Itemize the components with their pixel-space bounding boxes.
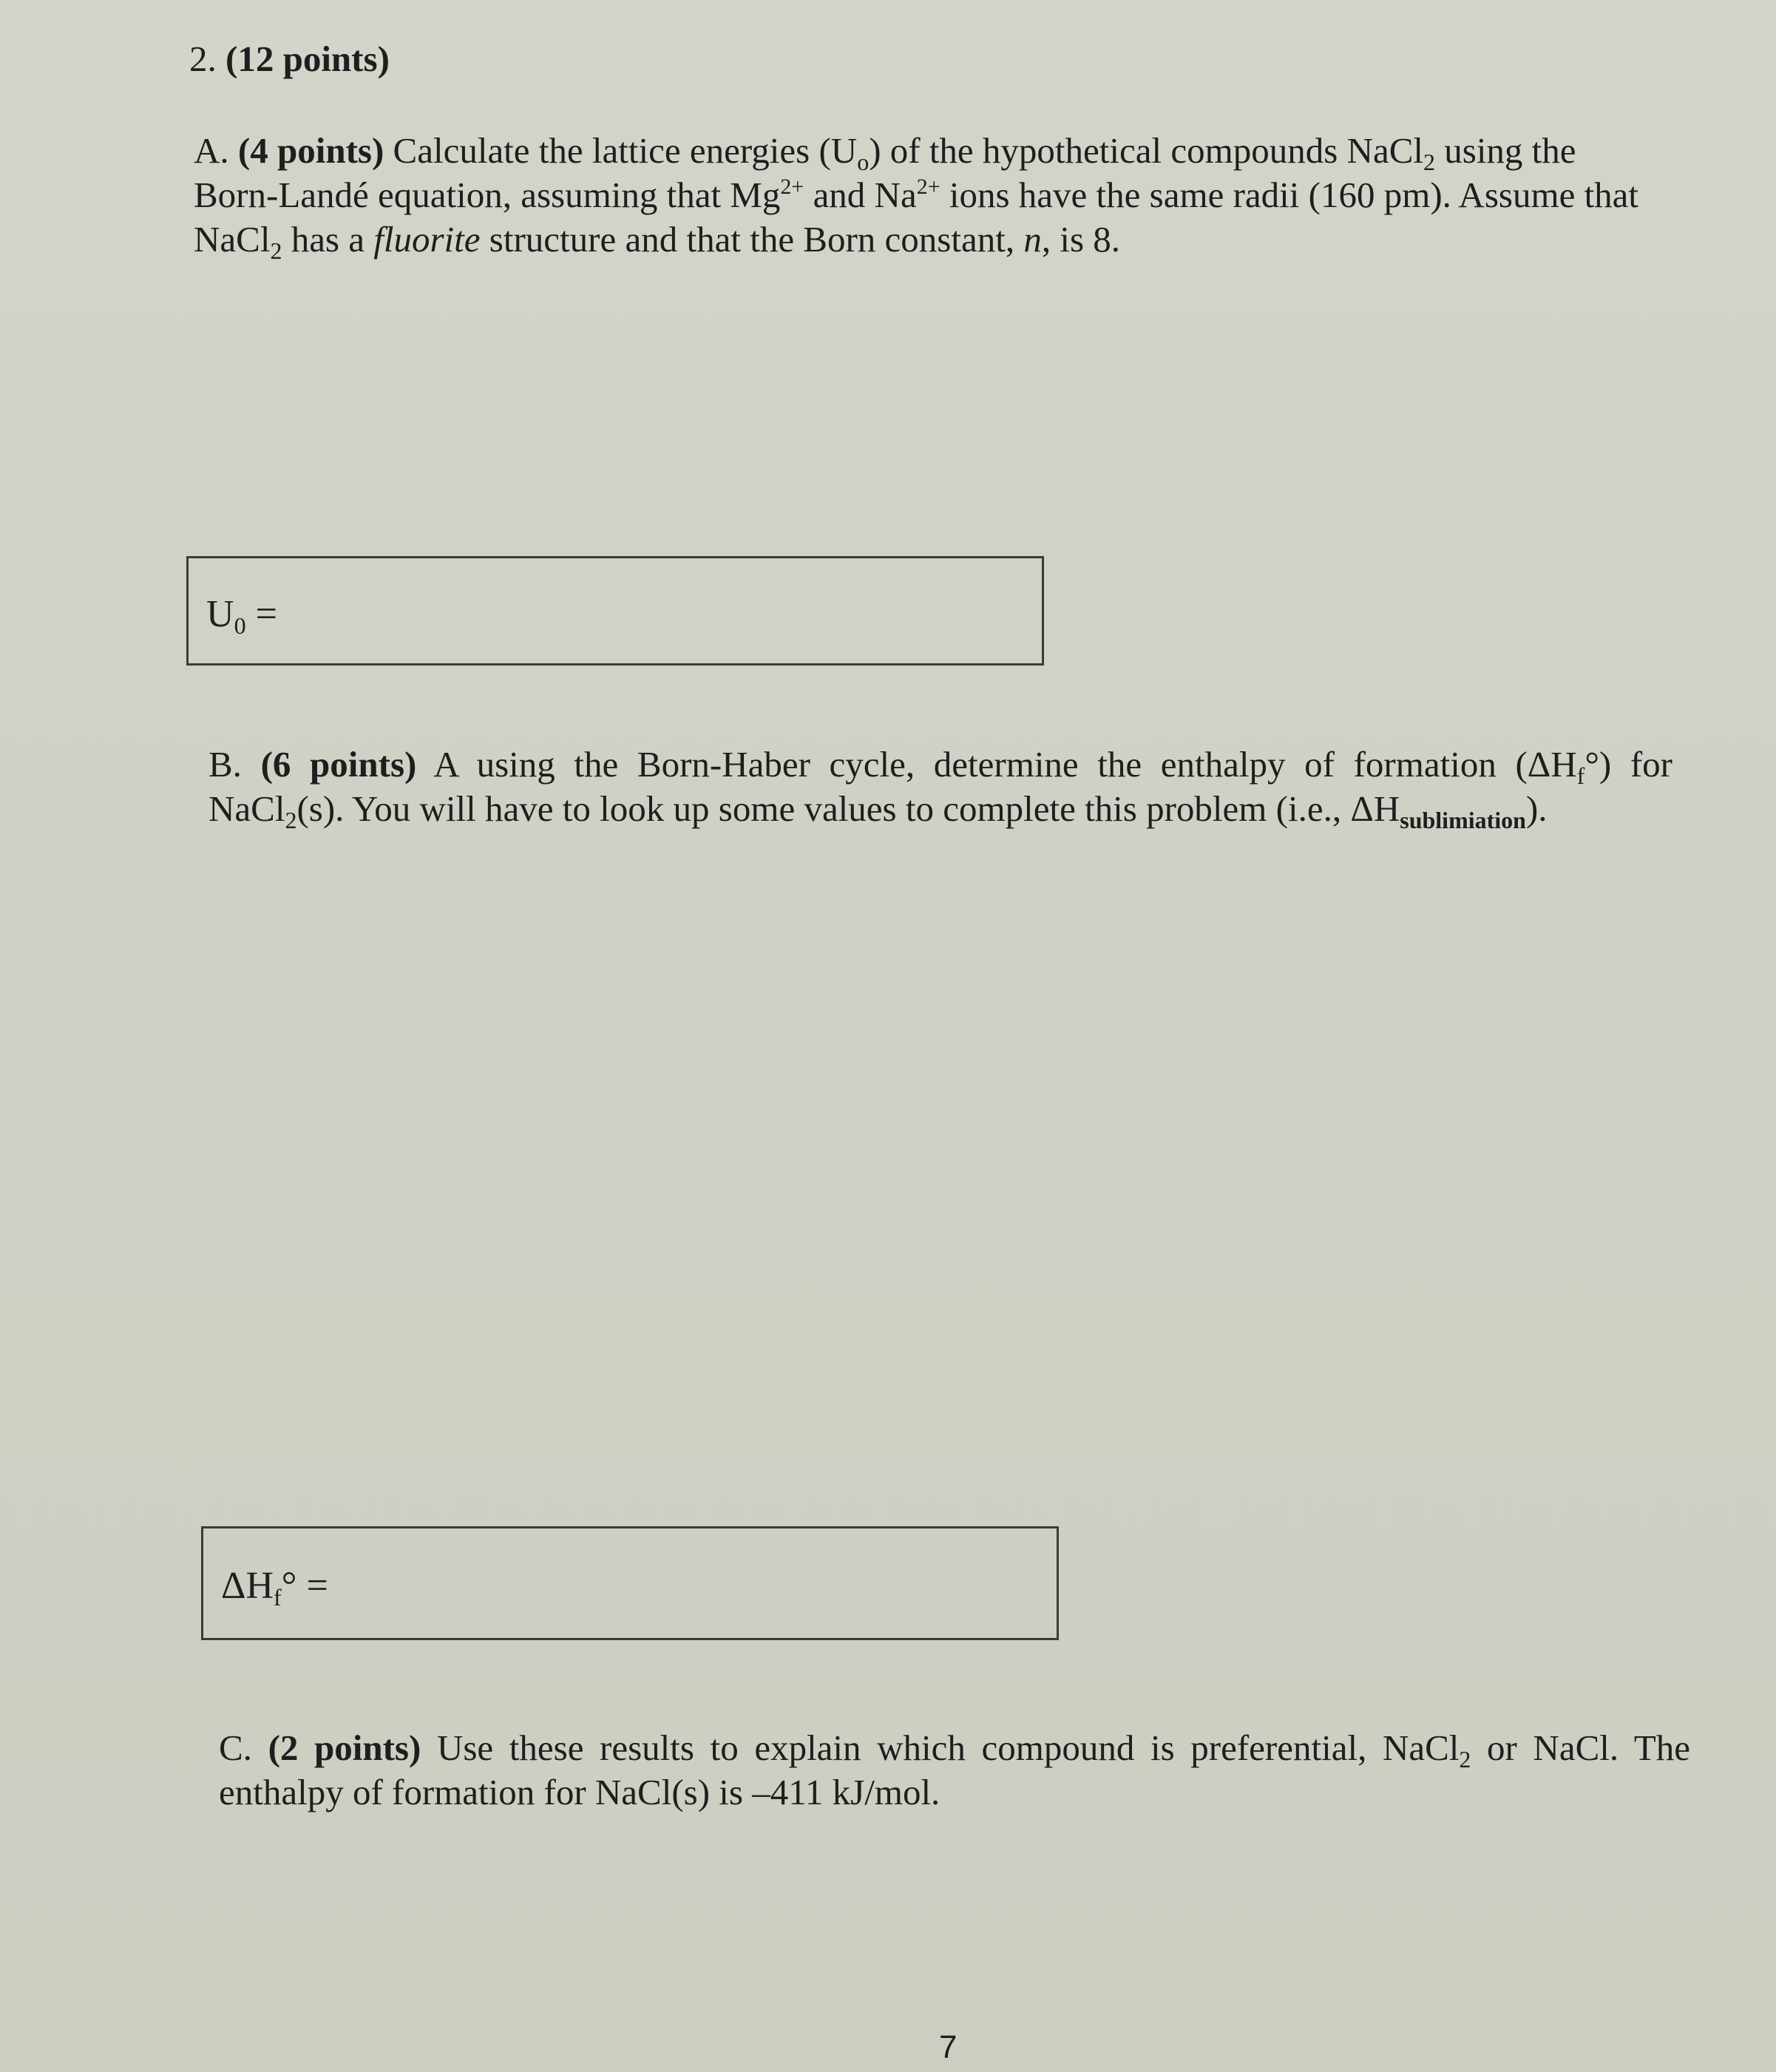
part-c-prompt: C. (2 points) Use these results to explain which compound is preferential, NaCl$_2$ or NaCl. The enthalpy of formation for NaCl(s) is –411 kJ/mol. [219, 1727, 1691, 1812]
question-points: (12 points) [226, 38, 390, 79]
part-b-points: (6 points) [260, 744, 417, 785]
enthalpy-answer-label: $\Delta H_f^\circ$ = [221, 1565, 328, 1611]
question-number: 2. [189, 38, 217, 79]
question-heading [189, 37, 390, 81]
lattice-energy-answer-box[interactable] [186, 556, 1044, 666]
lattice-energy-answer-label: $U_0$ = [206, 593, 277, 639]
enthalpy-answer-box[interactable] [201, 1526, 1059, 1640]
part-a-label: A. [194, 130, 229, 171]
part-c-points: (2 points) [268, 1727, 421, 1768]
page-number: 7 [939, 2029, 958, 2065]
part-b-label: B. [209, 744, 242, 785]
part-b-prompt: B. (6 points) A using the Born-Haber cycle, determine the enthalpy of formation $(\Delta H_f^\circ)$ for NaCl$_2$(s). You will have to look up some values to complete this problem (i.e., $\Delta H_{sublimiation}$). [209, 744, 1673, 833]
part-a-prompt: A. (4 points) Calculate the lattice energies $(U_o)$ of the hypothetical compounds NaCl$_2$ using the Born-Landé equation, assuming that $Mg^{2+}$ and $Na^{2+}$ ions have the same radii (160 pm). Assume that NaCl$_2$ has a fluorite structure and that the Born constant, n, is 8. [194, 130, 1639, 264]
part-a-points: (4 points) [237, 130, 384, 171]
part-c-label: C. [219, 1727, 252, 1768]
